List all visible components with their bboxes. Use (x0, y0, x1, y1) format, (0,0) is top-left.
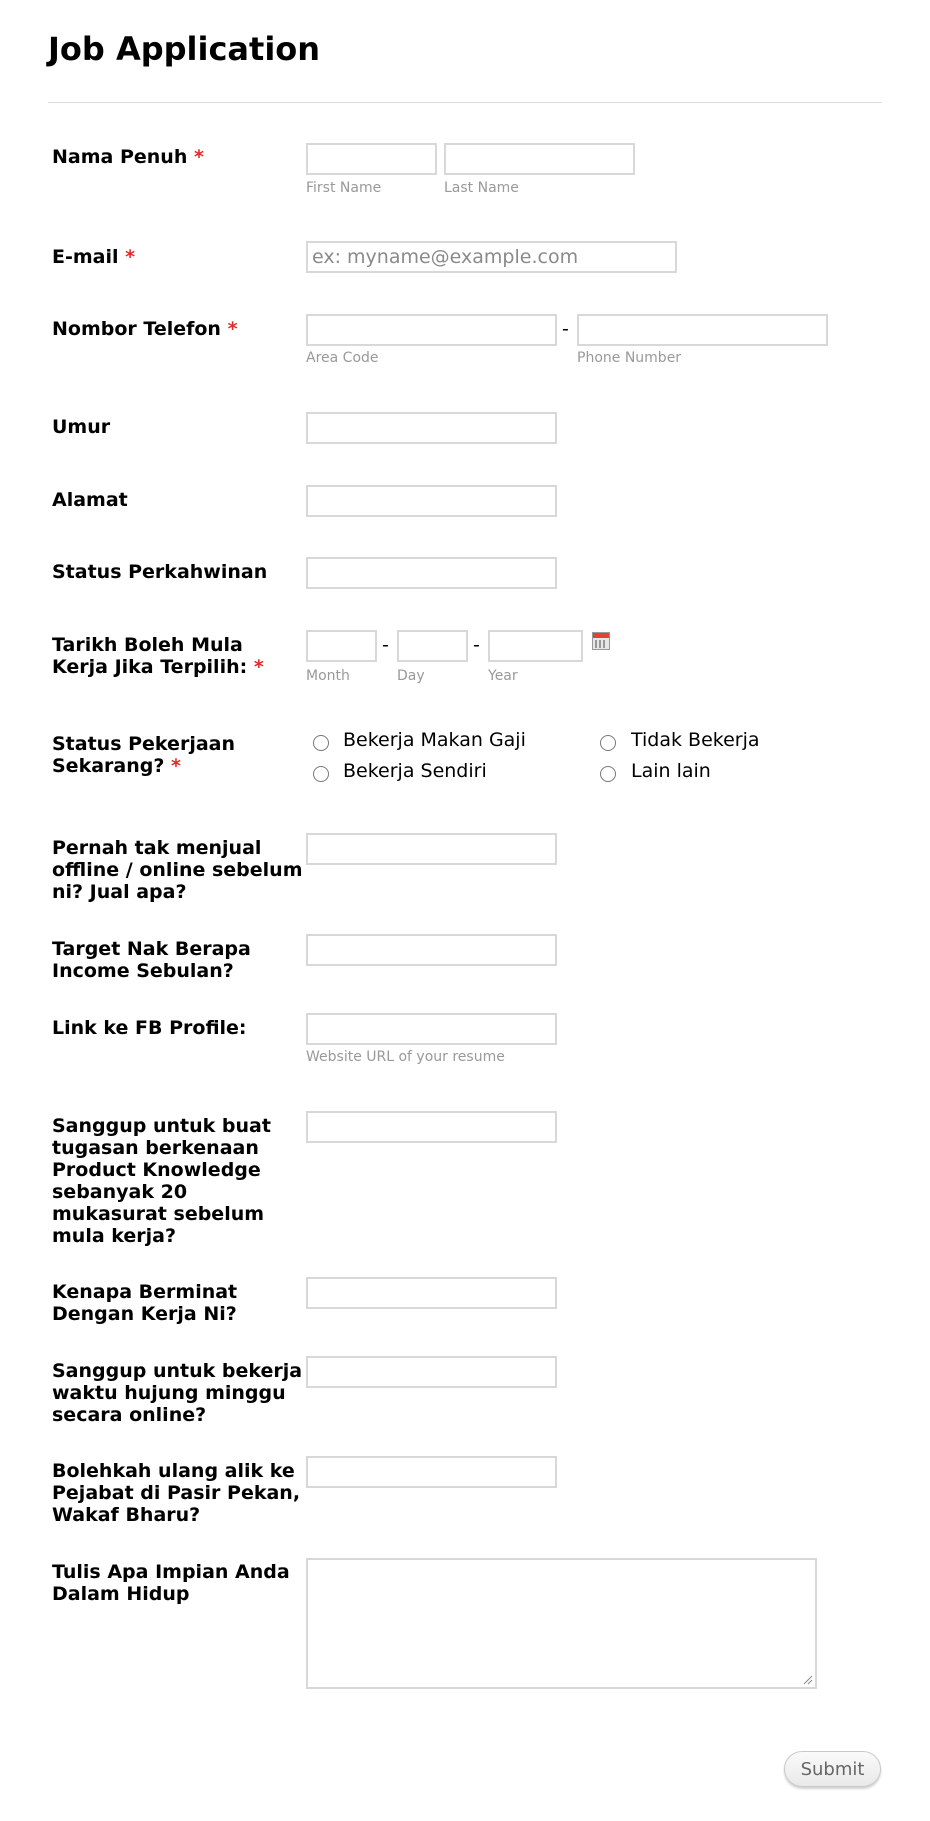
email-input[interactable] (306, 241, 677, 273)
email-label: E-mail * (52, 246, 136, 268)
phone-number-sublabel: Phone Number (577, 350, 682, 366)
radio-bekerja-makan-gaji[interactable] (313, 735, 329, 751)
last-name-input[interactable] (444, 143, 635, 175)
day-input[interactable] (397, 630, 468, 662)
address-input[interactable] (306, 485, 557, 517)
year-sublabel: Year (488, 668, 518, 684)
sold-before-label: Pernah tak menjual offline / online sebelum ni? Jual apa? (52, 837, 303, 903)
date-separator: - (473, 634, 480, 656)
weekend-online-label: Sanggup untuk bekerja waktu hujung minggu secara online? (52, 1360, 303, 1426)
required-mark: * (171, 755, 181, 777)
full-name-label: Nama Penuh * (52, 146, 204, 168)
commute-input[interactable] (306, 1456, 557, 1488)
why-interested-input[interactable] (306, 1277, 557, 1309)
commute-label: Bolehkah ulang alik ke Pejabat di Pasir Pekan, Wakaf Bharu? (52, 1460, 301, 1526)
phone-number-input[interactable] (577, 314, 828, 346)
phone-label: Nombor Telefon * (52, 318, 238, 340)
month-input[interactable] (306, 630, 377, 662)
required-mark: * (227, 318, 238, 340)
submit-button[interactable]: Submit (784, 1751, 881, 1787)
radio-bekerja-sendiri[interactable] (313, 766, 329, 782)
marital-status-label: Status Perkahwinan (52, 561, 268, 583)
month-sublabel: Month (306, 668, 350, 684)
product-knowledge-input[interactable] (306, 1111, 557, 1143)
year-input[interactable] (488, 630, 583, 662)
day-sublabel: Day (397, 668, 425, 684)
radio-lain-lain[interactable] (600, 766, 616, 782)
fb-link-input[interactable] (306, 1013, 557, 1045)
radio-label: Bekerja Makan Gaji (343, 729, 526, 751)
calendar-icon[interactable] (592, 632, 610, 650)
fb-link-sublabel: Website URL of your resume (306, 1049, 505, 1065)
area-code-sublabel: Area Code (306, 350, 379, 366)
phone-separator: - (562, 318, 569, 340)
last-name-sublabel: Last Name (444, 180, 519, 196)
address-label: Alamat (52, 489, 128, 511)
area-code-input[interactable] (306, 314, 557, 346)
dream-label: Tulis Apa Impian Anda Dalam Hidup (52, 1561, 290, 1605)
required-mark: * (125, 246, 136, 268)
page-title: Job Application (48, 30, 321, 68)
radio-label: Lain lain (631, 760, 711, 782)
resize-grip-icon[interactable] (803, 1675, 813, 1685)
first-name-input[interactable] (306, 143, 437, 175)
employment-status-label: Status Pekerjaan Sekarang? * (52, 733, 235, 777)
income-target-input[interactable] (306, 934, 557, 966)
title-divider (48, 102, 882, 103)
product-knowledge-label: Sanggup untuk buat tugasan berkenaan Product Knowledge sebanyak 20 mukasurat sebelum mula kerja? (52, 1115, 271, 1247)
sold-before-input[interactable] (306, 833, 557, 865)
income-target-label: Target Nak Berapa Income Sebulan? (52, 938, 251, 982)
required-mark: * (193, 146, 204, 168)
weekend-online-input[interactable] (306, 1356, 557, 1388)
age-input[interactable] (306, 412, 557, 444)
required-mark: * (253, 656, 264, 678)
radio-label: Bekerja Sendiri (343, 760, 487, 782)
dream-textarea[interactable] (306, 1558, 817, 1689)
age-label: Umur (52, 416, 111, 438)
radio-tidak-bekerja[interactable] (600, 735, 616, 751)
first-name-sublabel: First Name (306, 180, 382, 196)
fb-link-label: Link ke FB Profile: (52, 1017, 247, 1039)
date-separator: - (382, 634, 389, 656)
why-interested-label: Kenapa Berminat Dengan Kerja Ni? (52, 1281, 238, 1325)
start-date-label: Tarikh Boleh Mula Kerja Jika Terpilih: * (52, 634, 264, 678)
radio-label: Tidak Bekerja (631, 729, 760, 751)
marital-status-input[interactable] (306, 557, 557, 589)
